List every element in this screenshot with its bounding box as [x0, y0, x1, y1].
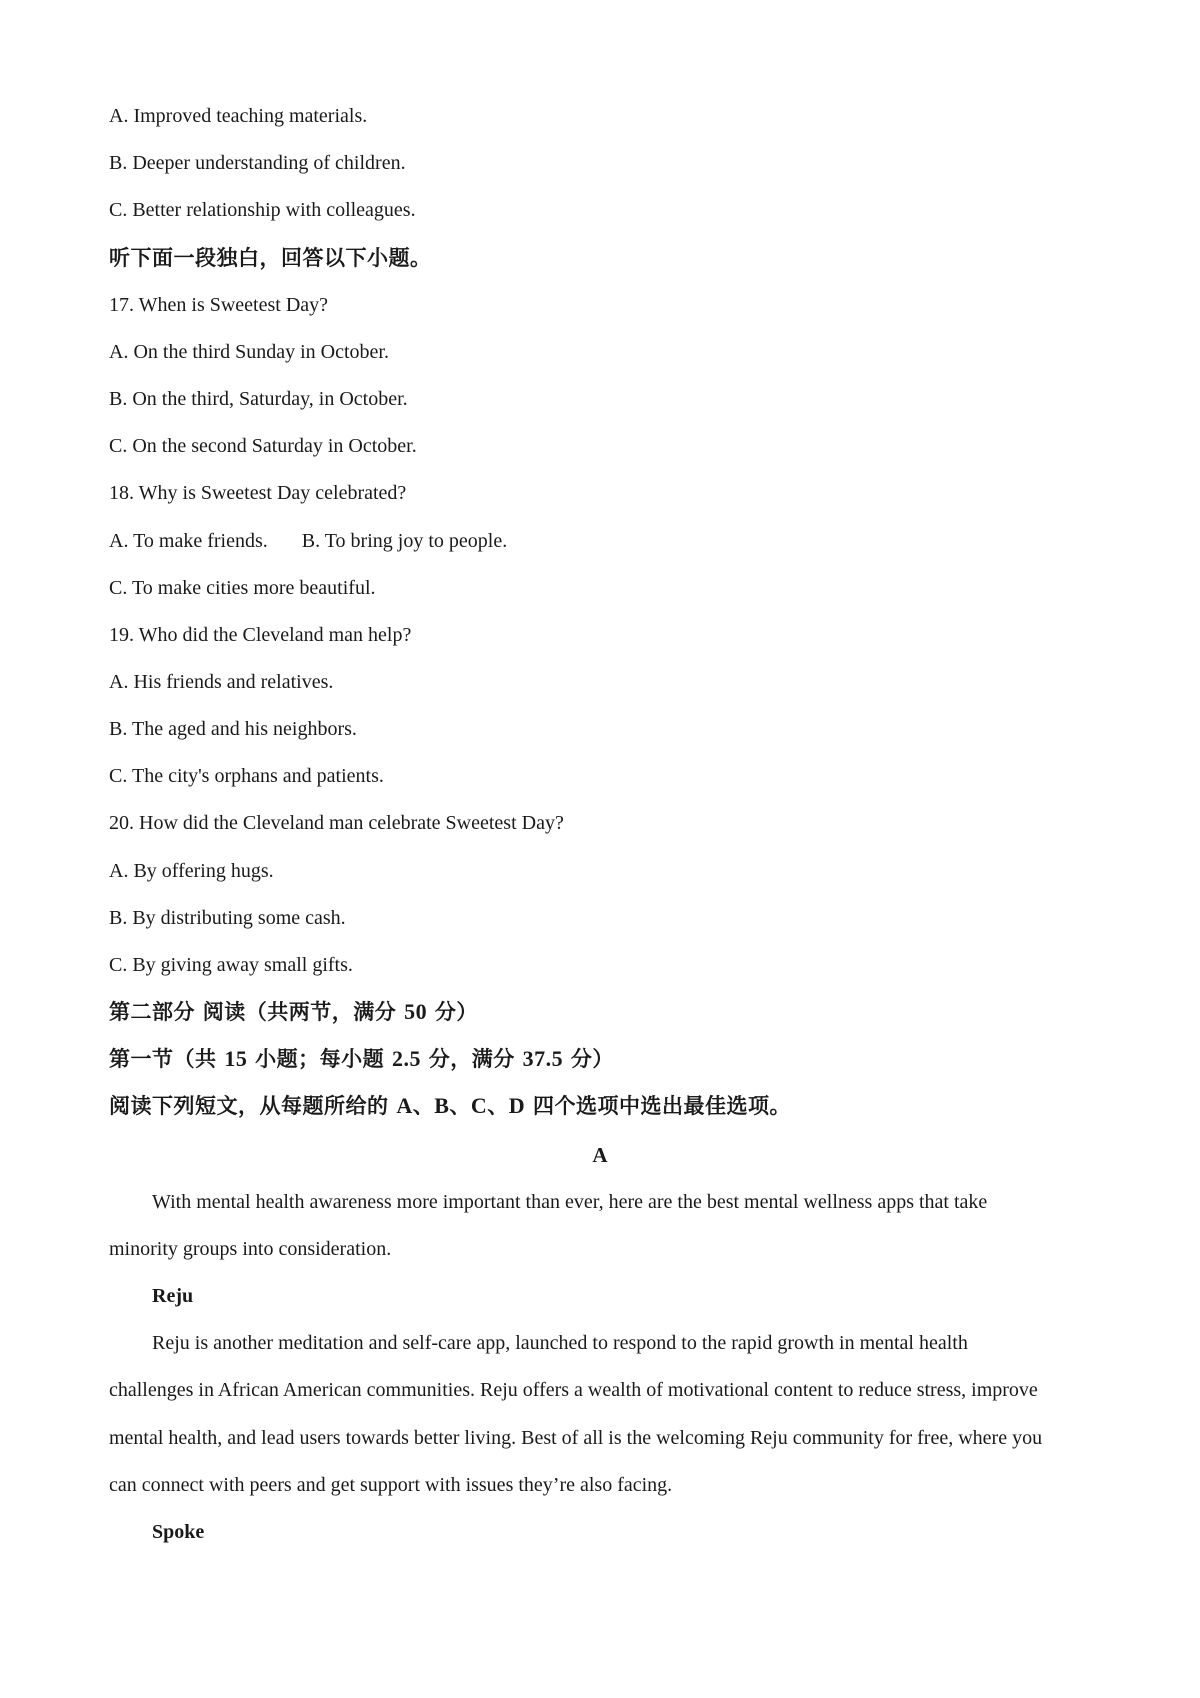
reading-instruction: 阅读下列短文，从每题所给的 A、B、C、D 四个选项中选出最佳选项。: [109, 1093, 791, 1118]
question-18: 18. Why is Sweetest Day celebrated?: [109, 482, 407, 504]
option-18b: B. To bring joy to people.: [301, 530, 508, 552]
app-title-spoke: Spoke: [152, 1521, 205, 1543]
option-19c: C. The city's orphans and patients.: [109, 765, 384, 787]
passage-label: A: [592, 1143, 608, 1167]
option-16a: A. Improved teaching materials.: [109, 105, 368, 127]
option-18a: A. To make friends.: [109, 530, 268, 552]
question-17: 17. When is Sweetest Day?: [109, 294, 329, 316]
option-19a: A. His friends and relatives.: [109, 671, 334, 693]
question-20: 20. How did the Cleveland man celebrate Sweetest Day?: [109, 812, 564, 834]
option-16c: C. Better relationship with colleagues.: [109, 199, 416, 221]
option-18c: C. To make cities more beautiful.: [109, 577, 376, 599]
option-20c: C. By giving away small gifts.: [109, 954, 353, 976]
part-two-heading: 第二部分 阅读（共两节，满分 50 分）: [109, 999, 478, 1024]
option-17c: C. On the second Saturday in October.: [109, 435, 417, 457]
option-20b: B. By distributing some cash.: [109, 907, 346, 929]
passage-intro-line-2: minority groups into consideration.: [109, 1238, 392, 1260]
option-17b: B. On the third, Saturday, in October.: [109, 388, 408, 410]
options-18ab: [109, 529, 507, 553]
reju-paragraph-line-3: mental health, and lead users towards better living. Best of all is the welcoming Reju community for free, where you: [109, 1427, 1043, 1449]
option-16b: B. Deeper understanding of children.: [109, 152, 406, 174]
question-19: 19. Who did the Cleveland man help?: [109, 624, 412, 646]
reju-paragraph-line-4: can connect with peers and get support with issues they’re also facing.: [109, 1474, 673, 1496]
app-title-reju: Reju: [152, 1285, 194, 1307]
passage-intro-line-1: With mental health awareness more important than ever, here are the best mental wellness apps that take: [152, 1191, 988, 1213]
option-17a: A. On the third Sunday in October.: [109, 341, 389, 363]
instruction-monologue: 听下面一段独白，回答以下小题。: [109, 246, 432, 270]
reju-paragraph-line-2: challenges in African American communities. Reju offers a wealth of motivational content to reduce stress, improve: [109, 1379, 1038, 1401]
option-20a: A. By offering hugs.: [109, 860, 274, 882]
section-one-heading: 第一节（共 15 小题；每小题 2.5 分，满分 37.5 分）: [109, 1046, 614, 1071]
option-19b: B. The aged and his neighbors.: [109, 718, 357, 740]
reju-paragraph-line-1: Reju is another meditation and self-care app, launched to respond to the rapid growth in mental health: [152, 1332, 968, 1354]
